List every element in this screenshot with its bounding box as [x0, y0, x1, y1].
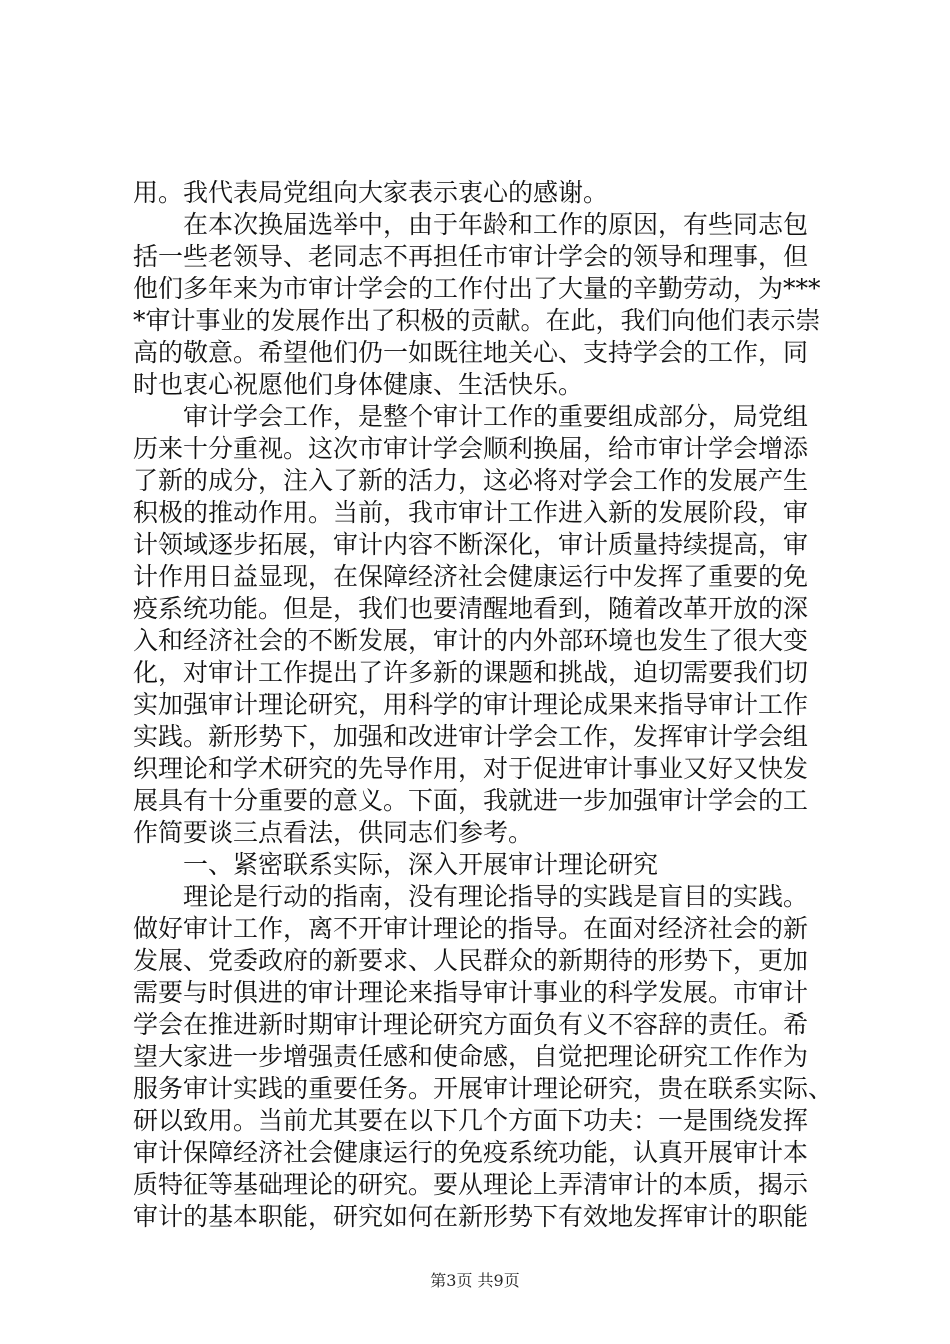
line-17: 实加强审计理论研究，用科学的审计理论成果来指导审计工作 — [133, 690, 809, 719]
line-25: 发展、党委政府的新要求、人民群众的新期待的形势下，更加 — [133, 946, 809, 975]
line-09: 历来十分重视。这次市审计学会顺利换届，给市审计学会增添 — [133, 434, 809, 463]
line-23: 理论是行动的指南，没有理论指导的实践是盲目的实践。 — [133, 882, 809, 911]
line-07: 时也衷心祝愿他们身体健康、生活快乐。 — [133, 370, 584, 399]
line-28: 望大家进一步增强责任感和使命感，自觉把理论研究工作作为 — [133, 1042, 809, 1071]
line-10: 了新的成分，注入了新的活力，这必将对学会工作的发展产生 — [133, 466, 809, 495]
line-04: 他们多年来为市审计学会的工作付出了大量的辛勤劳动，为*** — [133, 274, 821, 303]
line-02: 在本次换届选举中，由于年龄和工作的原因，有些同志包 — [133, 210, 809, 239]
line-14: 疫系统功能。但是，我们也要清醒地看到，随着改革开放的深 — [133, 594, 809, 623]
line-06: 高的敬意。希望他们仍一如既往地关心、支持学会的工作，同 — [133, 338, 809, 367]
section-heading: 一、紧密联系实际，深入开展审计理论研究 — [133, 850, 659, 879]
line-05: *审计事业的发展作出了积极的贡献。在此，我们向他们表示崇 — [133, 306, 821, 335]
line-20: 展具有十分重要的意义。下面，我就进一步加强审计学会的工 — [133, 786, 809, 815]
page-footer: 第3页 共9页 — [430, 1271, 520, 1290]
line-12: 计领域逐步拓展，审计内容不断深化，审计质量持续提高，审 — [133, 530, 809, 559]
line-15: 入和经济社会的不断发展，审计的内外部环境也发生了很大变 — [133, 626, 809, 655]
line-30: 研以致用。当前尤其要在以下几个方面下功夫：一是围绕发挥 — [133, 1106, 809, 1135]
line-27: 学会在推进新时期审计理论研究方面负有义不容辞的责任。希 — [133, 1010, 809, 1039]
line-26: 需要与时俱进的审计理论来指导审计事业的科学发展。市审计 — [133, 978, 809, 1007]
line-01: 用。我代表局党组向大家表示衷心的感谢。 — [133, 178, 609, 207]
line-08: 审计学会工作，是整个审计工作的重要组成部分，局党组 — [133, 402, 809, 431]
line-31: 审计保障经济社会健康运行的免疫系统功能，认真开展审计本 — [133, 1138, 809, 1167]
line-21: 作简要谈三点看法，供同志们参考。 — [133, 818, 534, 847]
line-32: 质特征等基础理论的研究。要从理论上弄清审计的本质，揭示 — [133, 1170, 809, 1199]
line-33: 审计的基本职能，研究如何在新形势下有效地发挥审计的职能 — [133, 1202, 809, 1231]
line-18: 实践。新形势下，加强和改进审计学会工作，发挥审计学会组 — [133, 722, 809, 751]
line-24: 做好审计工作，离不开审计理论的指导。在面对经济社会的新 — [133, 914, 809, 943]
line-11: 积极的推动作用。当前，我市审计工作进入新的发展阶段，审 — [133, 498, 809, 527]
line-16: 化，对审计工作提出了许多新的课题和挑战，迫切需要我们切 — [133, 658, 809, 687]
line-29: 服务审计实践的重要任务。开展审计理论研究，贵在联系实际、 — [133, 1074, 833, 1103]
line-19: 织理论和学术研究的先导作用，对于促进审计事业又好又快发 — [133, 754, 809, 783]
line-13: 计作用日益显现，在保障经济社会健康运行中发挥了重要的免 — [133, 562, 809, 591]
line-03: 括一些老领导、老同志不再担任市审计学会的领导和理事，但 — [133, 242, 809, 271]
